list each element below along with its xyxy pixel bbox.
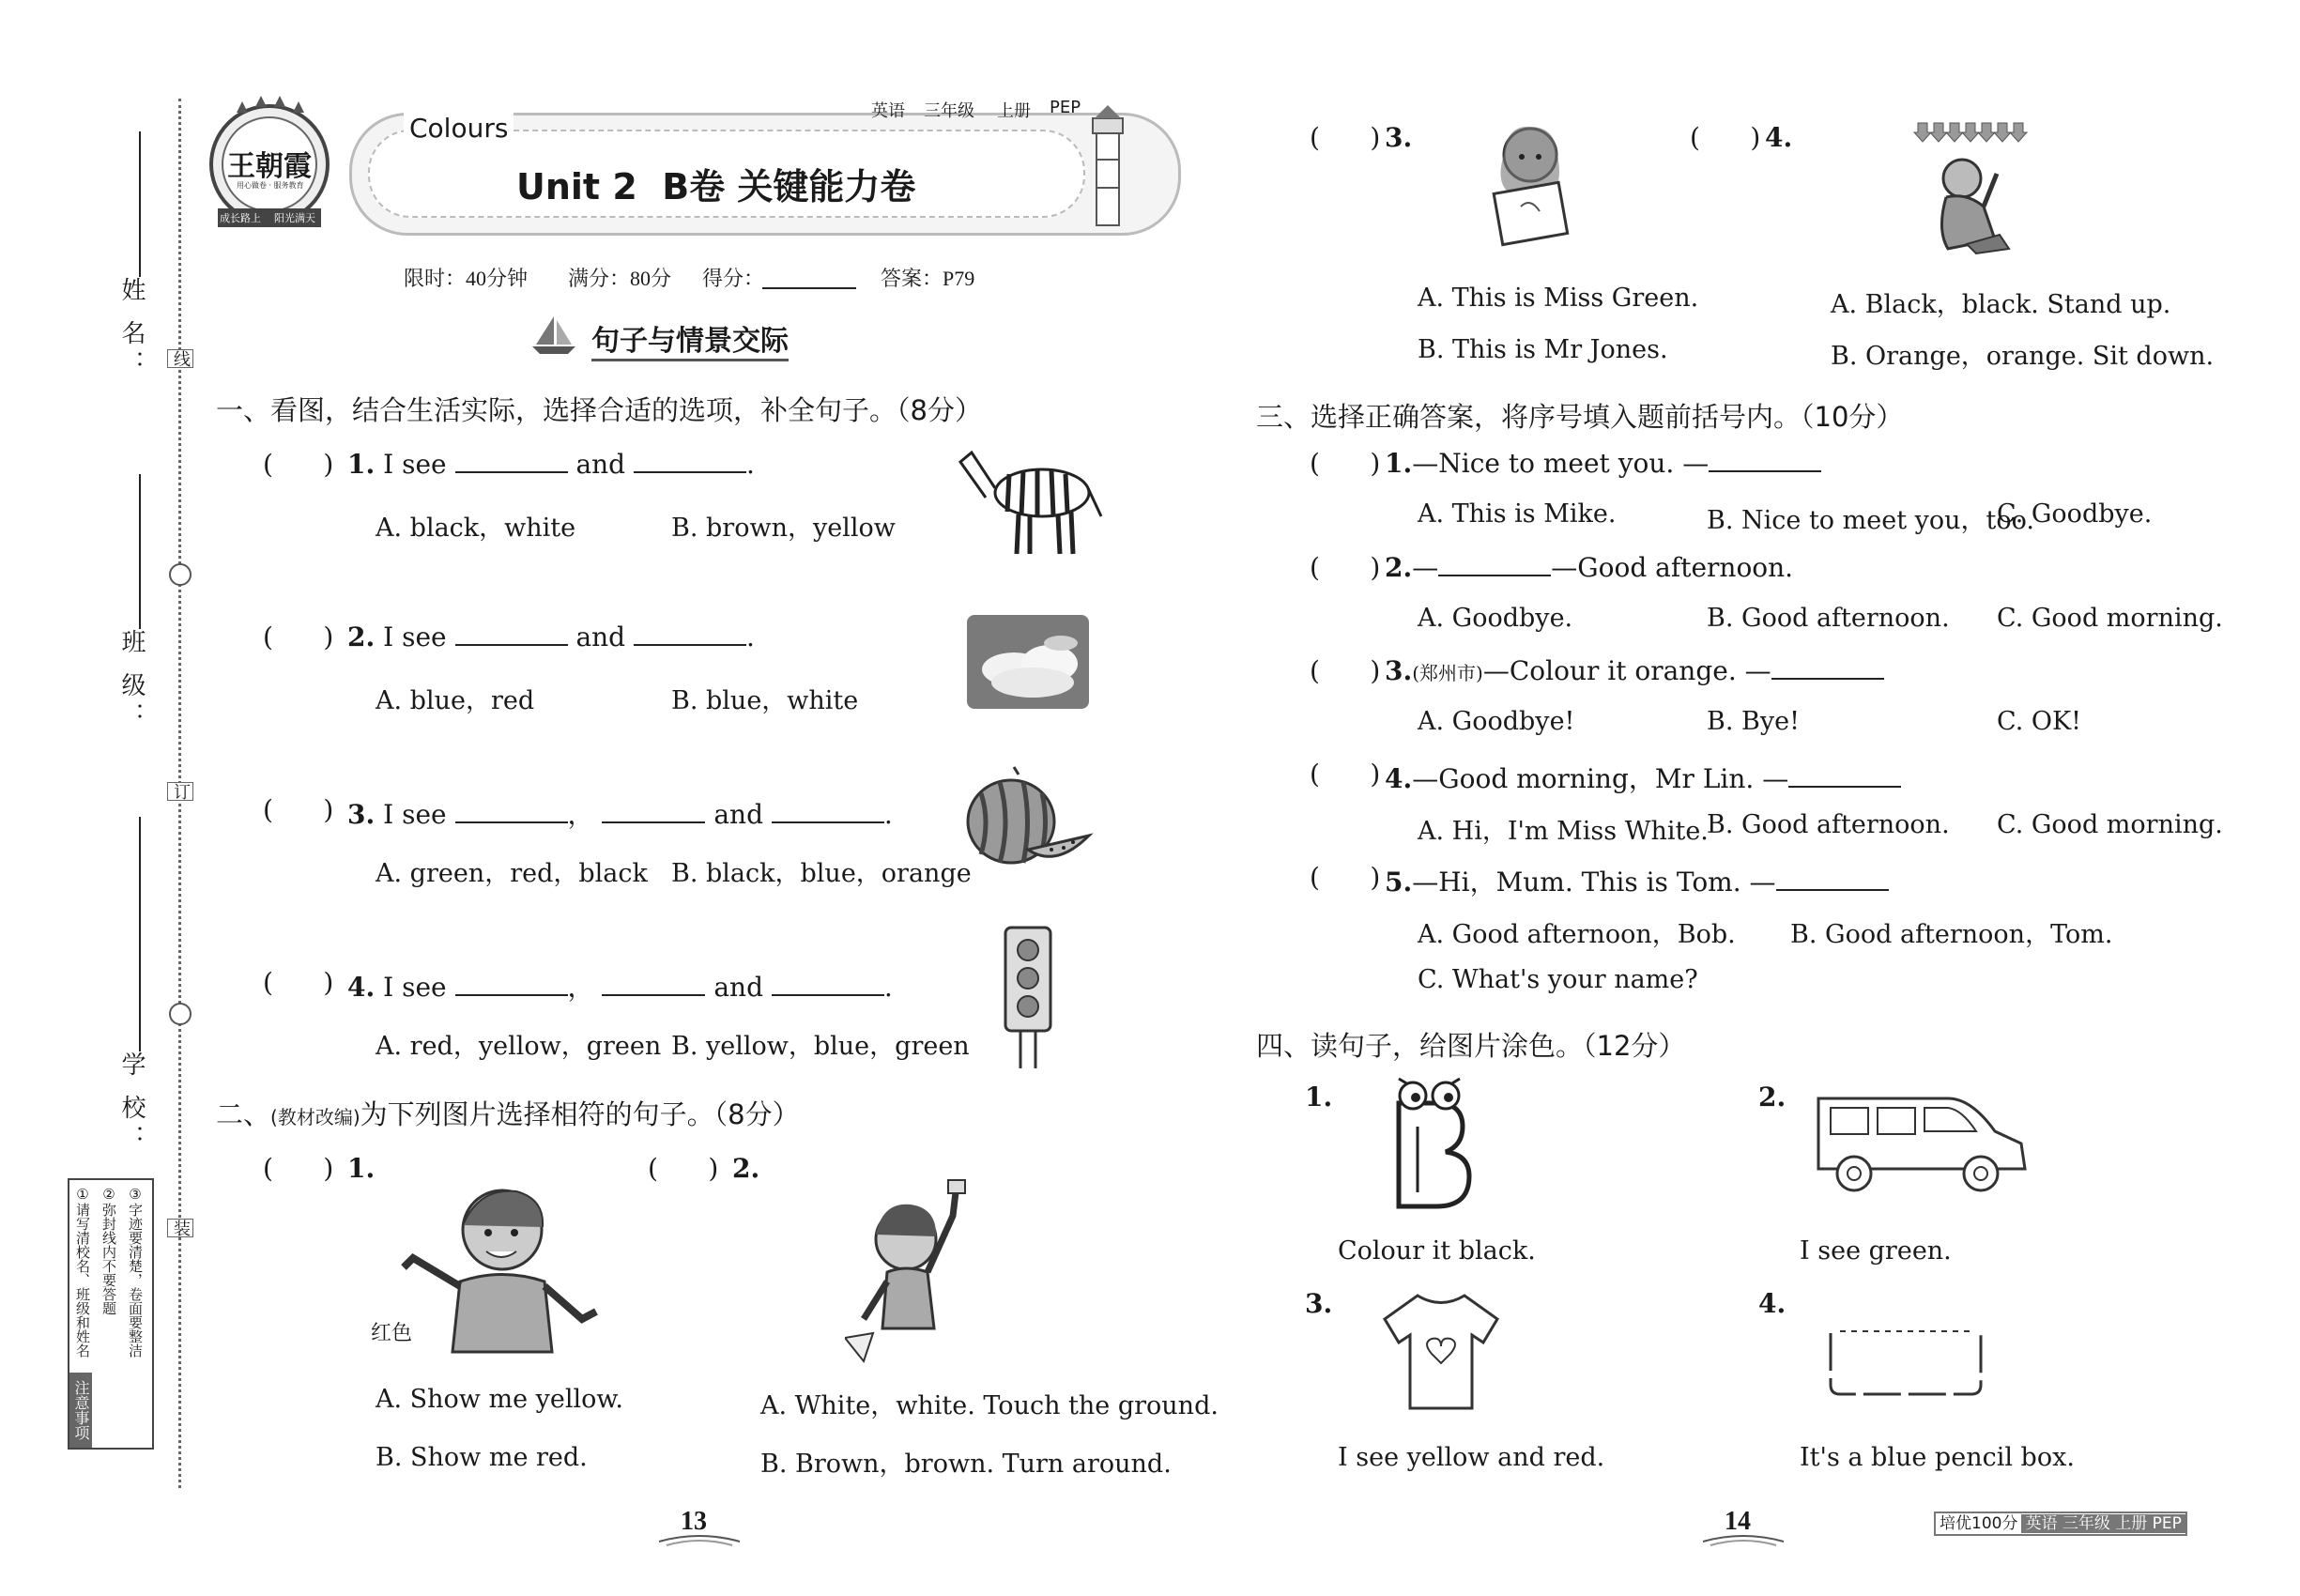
school-label: 学 校： xyxy=(117,1051,146,1156)
option-c[interactable]: C. Goodbye. xyxy=(1997,499,2153,529)
question: 4. I see ， and . xyxy=(347,972,893,1003)
answer-paren[interactable]: ( ) xyxy=(1310,552,1381,583)
seal-char: 装 xyxy=(167,1219,193,1237)
page-title: Unit 2 B卷 关键能力卷 xyxy=(516,166,916,207)
part4-heading: 四、读句子，给图片涂色。（12分） xyxy=(1256,1030,1686,1062)
seal-dot xyxy=(169,1003,192,1025)
option-a[interactable]: A. red，yellow，green xyxy=(376,1032,662,1061)
option-c[interactable]: C. Good morning. xyxy=(1997,810,2223,839)
answer-paren[interactable]: ( ) xyxy=(1310,862,1381,893)
question-number: 2. xyxy=(1385,552,1413,583)
page-number-right: 14 xyxy=(1725,1507,1751,1536)
question-text: I see xyxy=(383,449,447,480)
option-a[interactable]: A. Goodbye! xyxy=(1418,707,1575,736)
school-field[interactable] xyxy=(139,817,141,1051)
part2-heading xyxy=(216,1094,800,1132)
clouds-image xyxy=(967,615,1089,709)
series-meta: 英语 三年级 上册 PEP xyxy=(2021,1514,2185,1533)
blank[interactable] xyxy=(1771,659,1884,680)
question-number: 1. xyxy=(347,1153,376,1184)
comma: ， xyxy=(567,972,594,1003)
option-b[interactable]: B. Good afternoon，Tom. xyxy=(1790,920,2113,949)
question-text: —Nice to meet you. — xyxy=(1412,448,1710,479)
blank[interactable] xyxy=(1788,767,1901,788)
page-ornament-icon xyxy=(1701,1532,1786,1547)
zebra-image xyxy=(953,441,1103,559)
join-word: and xyxy=(713,972,764,1003)
class-label: 班 级： xyxy=(117,629,146,733)
option-a[interactable]: A. Black，black. Stand up. xyxy=(1831,290,2171,319)
logo-slogan-left: 成长路上 xyxy=(220,212,261,224)
meta-edition: PEP xyxy=(1050,98,1081,117)
answer-paren[interactable]: ( ) xyxy=(263,1153,334,1184)
notes-box xyxy=(68,1178,154,1450)
question-number: 4. xyxy=(1385,763,1413,794)
info-score: 得分： xyxy=(702,267,765,290)
info-time: 限时：40分钟 xyxy=(404,267,529,290)
option-c[interactable]: C. What's your name? xyxy=(1418,965,1698,994)
option-a[interactable]: A. Show me yellow. xyxy=(376,1385,623,1414)
item-number: 1. xyxy=(1305,1082,1333,1113)
answer-paren[interactable]: ( ) xyxy=(1310,655,1381,686)
blank[interactable] xyxy=(772,803,884,823)
color-label: 红色 xyxy=(371,1322,413,1345)
option-b[interactable]: B. Orange，orange. Sit down. xyxy=(1831,342,2215,371)
answer-paren[interactable]: ( ) xyxy=(1310,759,1381,790)
answer-paren[interactable]: ( ) xyxy=(263,622,334,652)
item-caption: Colour it black. xyxy=(1338,1236,1536,1266)
boy-pointing-image xyxy=(394,1178,610,1357)
answer-paren[interactable]: ( ) xyxy=(1690,122,1761,153)
question-number: 2. xyxy=(347,622,376,652)
seal-char: 订 xyxy=(167,782,193,801)
option-b[interactable]: B. blue，white xyxy=(671,686,859,715)
option-a[interactable]: A. Good afternoon，Bob. xyxy=(1418,920,1736,949)
option-a[interactable]: A. Hi，I'm Miss White. xyxy=(1418,817,1709,846)
child-sitting-image xyxy=(1910,117,2032,258)
t-shirt-image[interactable] xyxy=(1380,1286,1502,1418)
option-b[interactable]: B. This is Mr Jones. xyxy=(1418,335,1668,364)
logo-slogan-right: 阳光满天 xyxy=(274,212,315,224)
section-banner: 句子与情景交际 xyxy=(591,317,789,361)
blank[interactable] xyxy=(634,453,746,473)
answer-paren[interactable]: ( ) xyxy=(1310,448,1381,479)
question-number: 4. xyxy=(347,972,376,1003)
unit-topic: Colours xyxy=(404,113,514,144)
meta-grade: 三年级 xyxy=(924,101,974,121)
notes-item: ①请写清校名、班级和姓名 xyxy=(74,1186,91,1358)
girl-waving-image xyxy=(845,1178,986,1366)
part2-heading-rest: 为下列图片选择相符的句子。（8分） xyxy=(360,1098,800,1130)
question-number: 3. xyxy=(1385,655,1413,686)
logo-brand: 王朝霞 xyxy=(227,150,312,183)
answer-paren[interactable]: ( ) xyxy=(648,1153,719,1184)
answer-paren[interactable]: ( ) xyxy=(263,449,334,480)
item-number: 4. xyxy=(1758,1288,1786,1319)
question-number: 1. xyxy=(1385,448,1413,479)
answer-paren[interactable]: ( ) xyxy=(1310,122,1381,153)
option-c[interactable]: C. Good morning. xyxy=(1997,604,2223,633)
question-number: 5. xyxy=(1385,867,1413,898)
watermelon-image xyxy=(962,765,1094,868)
notes-item: ③字迹要清楚，卷面要整洁 xyxy=(127,1186,144,1358)
question-number: 3. xyxy=(1385,122,1413,153)
answer-paren[interactable]: ( ) xyxy=(263,794,334,825)
question-number: 2. xyxy=(732,1153,760,1184)
question-text: —Colour it orange. — xyxy=(1482,655,1771,686)
sailboat-icon xyxy=(530,315,577,357)
option-b[interactable]: B. Nice to meet you，too. xyxy=(1707,506,2034,535)
option-b[interactable]: B. yellow，blue，green xyxy=(671,1032,970,1061)
option-b[interactable]: B. brown，yellow xyxy=(671,514,896,543)
info-full: 满分：80分 xyxy=(568,267,672,290)
item-number: 3. xyxy=(1305,1288,1333,1319)
answer-paren[interactable]: ( ) xyxy=(263,967,334,998)
notes-item: ②弥封线内不要答题 xyxy=(100,1186,117,1315)
name-field[interactable] xyxy=(139,131,141,277)
score-field[interactable] xyxy=(762,287,856,289)
question-text: —Good morning，Mr Lin. — xyxy=(1412,763,1789,794)
question xyxy=(1385,862,1889,899)
blank[interactable] xyxy=(772,975,884,996)
question-number: 4. xyxy=(1765,122,1793,153)
option-b[interactable]: B. Bye! xyxy=(1707,707,1800,736)
join-word: and xyxy=(713,799,764,830)
question-number: 1. xyxy=(347,449,376,480)
option-b[interactable]: B. Brown，brown. Turn around. xyxy=(760,1450,1172,1479)
question xyxy=(1385,759,1901,796)
question: 3. I see ， and . xyxy=(347,799,893,830)
part3-heading: 三、选择正确答案，将序号填入题前括号内。（10分） xyxy=(1256,401,1904,433)
question-text: I see xyxy=(383,799,447,830)
question xyxy=(1385,448,1821,479)
lighthouse-icon xyxy=(1080,103,1136,235)
blank[interactable] xyxy=(1709,452,1821,472)
pencil-box-image[interactable] xyxy=(1821,1324,1990,1408)
part1-heading: 一、看图，结合生活实际，选择合适的选项，补全句子。（8分） xyxy=(216,394,982,426)
logo-sub: 用心做卷 · 服务教育 xyxy=(237,181,304,190)
option-a[interactable]: A. blue，red xyxy=(376,686,535,715)
class-field[interactable] xyxy=(139,474,141,629)
seal-dot xyxy=(169,563,192,586)
blank[interactable] xyxy=(634,625,746,646)
question-text: I see xyxy=(383,972,447,1003)
option-a[interactable]: A. This is Miss Green. xyxy=(1418,284,1699,313)
item-caption: I see yellow and red. xyxy=(1338,1443,1605,1472)
girl-holding-card-image xyxy=(1479,117,1582,258)
traffic-light-image xyxy=(1000,920,1056,1070)
item-number: 2. xyxy=(1758,1082,1786,1113)
blank[interactable] xyxy=(602,975,705,996)
info-answer: 答案：P79 xyxy=(881,267,975,290)
question xyxy=(1385,552,1793,583)
part2-heading-prefix: 二、 xyxy=(216,1098,271,1130)
name-label: 姓 名： xyxy=(117,277,146,381)
option-b[interactable]: B. Good afternoon. xyxy=(1707,604,1950,633)
question-number: 3. xyxy=(347,799,376,830)
question xyxy=(1385,655,1884,686)
notes-title: 注意事项 xyxy=(69,1373,92,1448)
meta-term: 上册 xyxy=(997,101,1031,121)
option-a[interactable]: A. black，white xyxy=(376,514,576,543)
option-b[interactable]: B. black，blue，orange xyxy=(671,859,972,888)
question-text: —Good afternoon. xyxy=(1551,552,1794,583)
question-text: — xyxy=(1412,552,1439,583)
join-word: and xyxy=(575,622,626,652)
meta-subject: 英语 xyxy=(871,101,905,121)
series-name: 培优100分 xyxy=(1940,1514,2018,1533)
blank[interactable] xyxy=(455,803,568,823)
option-a[interactable]: A. Goodbye. xyxy=(1418,604,1573,633)
option-b[interactable]: B. Show me red. xyxy=(376,1443,588,1472)
option-a[interactable]: A. This is Mike. xyxy=(1418,499,1617,529)
join-word: and xyxy=(575,449,626,480)
part2-heading-tag: (教材改编) xyxy=(270,1106,360,1128)
letter-b-image[interactable] xyxy=(1380,1075,1483,1216)
page-ornament-icon xyxy=(657,1532,742,1547)
comma: ， xyxy=(567,799,594,830)
blank[interactable] xyxy=(455,453,568,473)
logo xyxy=(199,94,340,235)
question: 2. I see and . xyxy=(347,622,755,652)
question: 1. I see and . xyxy=(347,449,755,480)
question-tag: (郑州市) xyxy=(1412,662,1483,684)
series-badge xyxy=(1934,1512,2187,1536)
option-a[interactable]: A. White，white. Touch the ground. xyxy=(760,1391,1219,1420)
item-caption: It's a blue pencil box. xyxy=(1800,1443,2075,1472)
question-text: —Hi，Mum. This is Tom. — xyxy=(1412,867,1776,898)
option-c[interactable]: C. OK! xyxy=(1997,707,2082,736)
blank[interactable] xyxy=(1438,556,1551,576)
item-caption: I see green. xyxy=(1800,1236,1952,1266)
seal-char: 线 xyxy=(167,349,193,368)
blank[interactable] xyxy=(455,625,568,646)
option-a[interactable]: A. green，red，black xyxy=(376,859,648,888)
van-image[interactable] xyxy=(1807,1080,2032,1197)
blank[interactable] xyxy=(602,803,705,823)
page-number-left: 13 xyxy=(681,1507,707,1536)
question-text: I see xyxy=(383,622,447,652)
blank[interactable] xyxy=(1776,870,1889,891)
blank[interactable] xyxy=(455,975,568,996)
option-b[interactable]: B. Good afternoon. xyxy=(1707,810,1950,839)
